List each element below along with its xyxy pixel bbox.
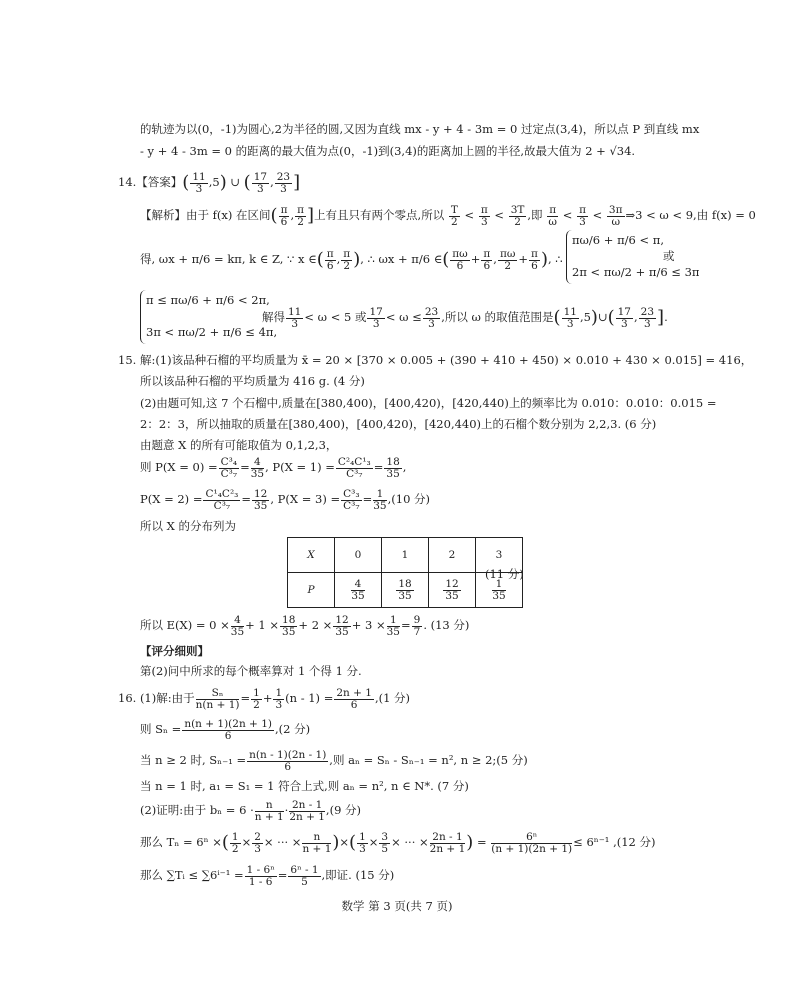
frac: $\frac{23}{3}$ <box>276 170 291 195</box>
table-cell: $\frac{18}{35}$ <box>382 573 429 608</box>
sys-line: 2π < πω/2 + π/6 ≤ 3π <box>572 265 700 279</box>
q16-line-1: 16. (1)解:由于 $\frac{\text{Sₙ}}{n(n + 1)}$ = $\frac{1}{2}$ + $\frac{1}{3}$ (n - 1) = $\frac{2n + 1}{6}$ ,(1 分) <box>118 686 411 711</box>
text-line: 15. 解:(1)该品种石榴的平均质量为 x̄ = 20 × [370 × 0.005 + (390 + 410 + 450) × 0.010 + 430 × 0.015] = 416， <box>118 353 753 367</box>
sys-line: πω/6 + π/6 < π, <box>572 233 664 247</box>
table-cell: 1 <box>382 538 429 573</box>
q15-prob-2: P(X = 2) = $\frac{\text{C¹₄C²₃}}{\text{C³₇}}$ = $\frac{12}{35}$ , P(X = 3) = $\frac{\text{C³₃}}{\text{C³₇}}$ = $\frac{1}{35}$ ,(10 分) <box>140 487 431 512</box>
q14-label: 14.【答案】 <box>118 175 183 189</box>
q14-parse-1: 【解析】由于 f(x) 在区间( $\frac{\pi}{6}$ , $\frac{\pi}{2}$ ]上有且只有两个零点,所以 $\frac{T}{2}$ < $\frac{\pi}{3}$ < $\frac{3T}{2}$ ,即 $\frac{\pi}{\omega}$ < $\frac{\pi}{3}$ < $\frac{3\pi}{\omega}$ ⇒3 < ω < 9,由 f(x) = 0 <box>140 203 756 228</box>
q15-expectation: 所以 E(X) = 0 × $\frac{4}{35}$ + 1 × $\frac{18}{35}$ + 2 × $\frac{12}{35}$ + 3 × $\frac{1}{35}$ = $\frac{9}{7}$ . (13 分) <box>140 613 470 638</box>
q14-parse-2: 得, ωx + π/6 = kπ, k ∈ Z, ∵ x ∈( $\frac{\pi}{6}$ , $\frac{\pi}{2}$ ), ∴ ωx + π/6 ∈( $\frac{\pi\omega}{6}$ + $\frac{\pi}{6}$ , $\frac{\pi\omega}{2}$ + $\frac{\pi}{6}$ ), ∴ <box>140 247 563 272</box>
table-cell: $\frac{4}{35}$ <box>335 573 382 608</box>
frac: $\frac{11}{3}$ <box>192 170 206 195</box>
q16-line-2: 则 Sₙ = $\frac{n(n + 1)(2n + 1)}{6}$ ,(2 分) <box>140 717 311 742</box>
text-line: - y + 4 - 3m = 0 的距离的最大值为点(0，-1)到(3,4)的距离加上圆的半径,故最大值为 2 + √34. <box>140 144 636 158</box>
q16-line-7: 那么 ∑Tᵢ ≤ ∑6ⁱ⁻¹ = $\frac{\text{1 - 6ⁿ}}{1 - 6}$ = $\frac{\text{6ⁿ - 1}}{5}$ ,即证. (15 分) <box>140 863 395 888</box>
text-line: 第(2)问中所求的每个概率算对 1 个得 1 分. <box>140 664 362 678</box>
q14-answer: 14.【答案】( $\frac{11}{3}$ ,5) ∪ ( $\frac{17}{3}$ , $\frac{23}{3}$ ] <box>118 170 301 195</box>
table-cell: $\frac{1}{35}$ <box>476 573 523 608</box>
or-text: 或 <box>663 249 675 263</box>
text-line: 所以 X 的分布列为 <box>140 519 236 533</box>
table-cell: 2 <box>429 538 476 573</box>
text-line: (2)由题可知,这 7 个石榴中,质量在[380,400)，[400,420)，[420,440)上的频率比为 0.010：0.010：0.015 = <box>140 396 717 410</box>
q15-prob-1: 则 P(X = 0) = $\frac{\text{C³₄}}{\text{C³₇}}$ = $\frac{4}{35}$ , P(X = 1) = $\frac{\text{C²₄C¹₃}}{\text{C³₇}}$ = $\frac{18}{35}$ , <box>140 455 407 480</box>
text-line: 当 n = 1 时, a₁ = S₁ = 1 符合上式,则 aₙ = n², n ∈ N*. (7 分) <box>140 779 469 793</box>
text-line: 2：2：3，所以抽取的质量在[380,400)，[400,420)，[420,440)上的石榴个数分别为 2,2,3. (6 分) <box>140 417 657 431</box>
q16-line-6: 那么 Tₙ = 6ⁿ ×( $\frac{1}{2}$ × $\frac{2}{3}$ × ··· × $\frac{n}{n + 1}$ )×( $\frac{1}{3}$ × $\frac{3}{5}$ × ··· × $\frac{2n - 1}{2n + 1}$ ) = $\frac{\text{6ⁿ}}{(n + 1)(2n + 1)}$ ≤ 6ⁿ⁻¹ ,(12 分) <box>140 830 656 855</box>
table-cell: $\frac{12}{35}$ <box>429 573 476 608</box>
frac: $\frac{17}{3}$ <box>253 170 268 195</box>
table-note: (11 分) <box>485 567 524 581</box>
sys-line: π ≤ πω/6 + π/6 < 2π, <box>146 293 270 307</box>
table-cell: 0 <box>335 538 382 573</box>
text-line: 所以该品种石榴的平均质量为 416 g. (4 分) <box>140 374 365 388</box>
q16-line-5: (2)证明:由于 bₙ = 6 · $\frac{n}{n + 1}$ · $\frac{2n - 1}{2n + 1}$ ,(9 分) <box>140 798 362 823</box>
text-line: 由题意 X 的所有可能取值为 0,1,2,3， <box>140 438 338 452</box>
table-cell: P <box>288 573 335 608</box>
q16-line-3: 当 n ≥ 2 时, Sₙ₋₁ = $\frac{n(n - 1)(2n - 1)}{6}$ ,则 aₙ = Sₙ - Sₙ₋₁ = n², n ≥ 2;(5 分) <box>140 748 528 773</box>
q14-parse-3: 解得 $\frac{11}{3}$ < ω < 5 或 $\frac{17}{3}$ < ω ≤ $\frac{23}{3}$ ,所以 ω 的取值范围是( $\frac{11}{3}$ ,5)∪( $\frac{17}{3}$ , $\frac{23}{3}$ ]. <box>262 305 668 330</box>
sys-line: 3π < πω/2 + π/6 ≤ 4π, <box>146 325 278 339</box>
page-footer: 数学 第 3 页(共 7 页) <box>341 899 453 913</box>
grading-label: 【评分细则】 <box>140 644 209 658</box>
text-line: 的轨迹为以(0，-1)为圆心,2为半径的圆,又因为直线 mx - y + 4 - 3m = 0 过定点(3,4)，所以点 P 到直线 mx <box>140 122 700 136</box>
table-cell: 3 <box>476 538 523 573</box>
num: 5 <box>212 175 220 189</box>
table-cell: X <box>288 538 335 573</box>
